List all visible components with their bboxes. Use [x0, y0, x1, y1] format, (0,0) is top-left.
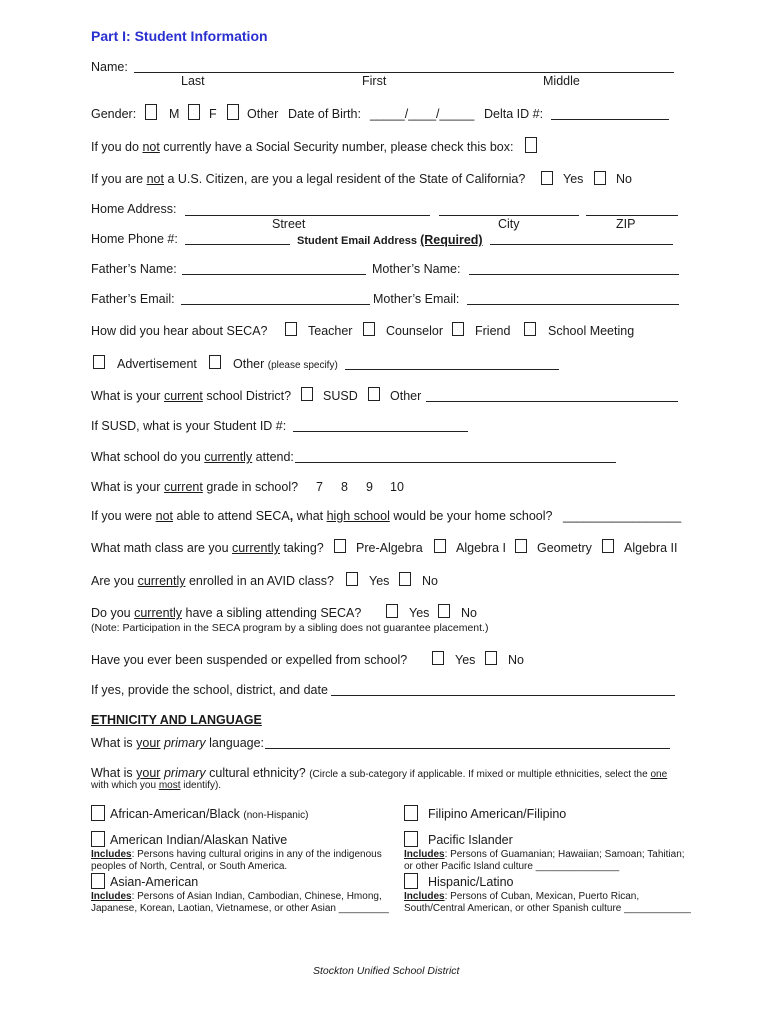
- hear-school-meeting-checkbox[interactable]: [524, 322, 536, 336]
- street-input[interactable]: [185, 215, 430, 216]
- city-input[interactable]: [439, 215, 579, 216]
- grade-7-option[interactable]: 7: [316, 480, 323, 494]
- math-prealgebra-checkbox[interactable]: [334, 539, 346, 553]
- sibling-no-checkbox[interactable]: [438, 604, 450, 618]
- dob-label: Date of Birth:: [288, 107, 361, 121]
- suspended-yes-checkbox[interactable]: [432, 651, 444, 665]
- hear-other-checkbox[interactable]: [209, 355, 221, 369]
- culture-question: What is your primary cultural ethnicity? (Circle a sub-category if applicable. If mixed or multiple ethnicities, select the one: [91, 766, 668, 780]
- district-question: What is your current school District?: [91, 389, 292, 403]
- eth-asian-includes: Includes: Persons of Asian Indian, Cambodian, Chinese, Hmong,: [91, 891, 382, 902]
- suspended-yes-label: Yes: [455, 653, 476, 667]
- eth-filipino-label: Filipino American/Filipino: [428, 807, 567, 821]
- hear-friend-checkbox[interactable]: [452, 322, 464, 336]
- eth-asian-checkbox[interactable]: [91, 873, 105, 889]
- eth-filipino-checkbox[interactable]: [404, 805, 418, 821]
- hear-other-input[interactable]: [345, 369, 559, 370]
- culture-note: with which you most identify).: [91, 780, 222, 791]
- home-school-input[interactable]: _________________: [563, 509, 682, 523]
- hear-advertisement-label: Advertisement: [117, 357, 197, 371]
- district-susd-label: SUSD: [323, 389, 358, 403]
- father-name-input[interactable]: [182, 274, 366, 275]
- eth-hispanic-includes: Includes: Persons of Cuban, Mexican, Puerto Rican,: [404, 891, 640, 902]
- math-algebra2-checkbox[interactable]: [602, 539, 614, 553]
- student-email-label: Student Email Address (Required): [297, 233, 483, 247]
- street-caption: Street: [272, 217, 306, 231]
- name-label: Name:: [91, 60, 128, 74]
- mother-email-label: Mother’s Email:: [373, 292, 460, 306]
- grade-question: What is your current grade in school?: [91, 480, 299, 494]
- grade-10-option[interactable]: 10: [390, 480, 404, 494]
- eth-pacific-checkbox[interactable]: [404, 831, 418, 847]
- father-email-input[interactable]: [181, 304, 370, 305]
- district-other-label: Other: [390, 389, 422, 403]
- math-algebra1-checkbox[interactable]: [434, 539, 446, 553]
- eth-pacific-includes-2: or other Pacific Island culture _______________: [404, 861, 620, 872]
- resident-no-label: No: [616, 172, 632, 186]
- dob-field[interactable]: _____/____/_____: [370, 107, 475, 121]
- suspended-no-checkbox[interactable]: [485, 651, 497, 665]
- student-id-input[interactable]: [293, 431, 468, 432]
- math-geometry-label: Geometry: [537, 541, 592, 555]
- school-question: What school do you currently attend:: [91, 450, 294, 464]
- delta-id-input[interactable]: [551, 119, 669, 120]
- hear-teacher-checkbox[interactable]: [285, 322, 297, 336]
- avid-no-checkbox[interactable]: [399, 572, 411, 586]
- eth-american-indian-checkbox[interactable]: [91, 831, 105, 847]
- ssn-question: If you do not currently have a Social Security number, please check this box:: [91, 140, 514, 154]
- hear-advertisement-checkbox[interactable]: [93, 355, 105, 369]
- resident-no-checkbox[interactable]: [594, 171, 606, 185]
- avid-no-label: No: [422, 574, 438, 588]
- eth-hispanic-includes-2: South/Central American, or other Spanish culture ____________: [404, 903, 691, 914]
- father-name-label: Father’s Name:: [91, 262, 177, 276]
- language-question: What is your primary language:: [91, 736, 265, 750]
- eth-american-indian-includes: Includes: Persons having cultural origins in any of the indigenous: [91, 849, 382, 860]
- resident-yes-checkbox[interactable]: [541, 171, 553, 185]
- sibling-note: (Note: Participation in the SECA program by a sibling does not guarantee placement.): [91, 622, 489, 634]
- ethnicity-heading: ETHNICITY AND LANGUAGE: [91, 713, 262, 727]
- name-input[interactable]: [134, 72, 674, 73]
- mother-name-input[interactable]: [469, 274, 679, 275]
- gender-other-checkbox[interactable]: [227, 104, 239, 120]
- hear-counselor-checkbox[interactable]: [363, 322, 375, 336]
- sibling-yes-checkbox[interactable]: [386, 604, 398, 618]
- eth-american-indian-includes-2: peoples of North, Central, or South America.: [91, 861, 288, 872]
- avid-question: Are you currently enrolled in an AVID class?: [91, 574, 334, 588]
- hear-teacher-label: Teacher: [308, 324, 353, 338]
- eth-african-checkbox[interactable]: [91, 805, 105, 821]
- district-susd-checkbox[interactable]: [301, 387, 313, 401]
- eth-hispanic-label: Hispanic/Latino: [428, 875, 514, 889]
- district-other-input[interactable]: [426, 401, 678, 402]
- delta-id-label: Delta ID #:: [484, 107, 544, 121]
- hear-school-meeting-label: School Meeting: [548, 324, 635, 338]
- sibling-question: Do you currently have a sibling attending SECA?: [91, 606, 362, 620]
- language-input[interactable]: [265, 748, 670, 749]
- district-other-checkbox[interactable]: [368, 387, 380, 401]
- address-label: Home Address:: [91, 202, 177, 216]
- resident-yes-label: Yes: [563, 172, 584, 186]
- gender-label: Gender:: [91, 107, 137, 121]
- avid-yes-label: Yes: [369, 574, 390, 588]
- zip-caption: ZIP: [616, 217, 636, 231]
- gender-m-label: M: [169, 107, 180, 121]
- suspended-no-label: No: [508, 653, 524, 667]
- eth-asian-includes-2: Japanese, Korean, Laotian, Vietnamese, or other Asian _________: [91, 903, 389, 914]
- suspended-question: Have you ever been suspended or expelled from school?: [91, 653, 408, 667]
- if-yes-input[interactable]: [331, 695, 675, 696]
- gender-m-checkbox[interactable]: [145, 104, 157, 120]
- home-phone-label: Home Phone #:: [91, 232, 178, 246]
- name-first-caption: First: [362, 74, 387, 88]
- mother-name-label: Mother’s Name:: [372, 262, 461, 276]
- no-ssn-checkbox[interactable]: [525, 137, 537, 153]
- math-algebra1-label: Algebra I: [456, 541, 507, 555]
- eth-pacific-includes: Includes: Persons of Guamanian; Hawaiian; Samoan; Tahitian;: [404, 849, 685, 860]
- hear-counselor-label: Counselor: [386, 324, 443, 338]
- school-input[interactable]: [295, 462, 616, 463]
- gender-f-checkbox[interactable]: [188, 104, 200, 120]
- eth-asian-label: Asian-American: [110, 875, 199, 889]
- father-email-label: Father’s Email:: [91, 292, 175, 306]
- zip-input[interactable]: [586, 215, 678, 216]
- footer-district: Stockton Unified School District: [313, 965, 460, 977]
- eth-hispanic-checkbox[interactable]: [404, 873, 418, 889]
- avid-yes-checkbox[interactable]: [346, 572, 358, 586]
- home-school-question: If you were not able to attend SECA, what high school would be your home school?: [91, 509, 553, 523]
- home-phone-input[interactable]: [185, 244, 290, 245]
- sibling-no-label: No: [461, 606, 477, 620]
- sibling-yes-label: Yes: [409, 606, 430, 620]
- student-id-label: If SUSD, what is your Student ID #:: [91, 419, 287, 433]
- math-prealgebra-label: Pre-Algebra: [356, 541, 423, 555]
- name-last-caption: Last: [181, 74, 205, 88]
- if-yes-label: If yes, provide the school, district, and date: [91, 683, 328, 697]
- hear-friend-label: Friend: [475, 324, 511, 338]
- eth-pacific-label: Pacific Islander: [428, 833, 513, 847]
- mother-email-input[interactable]: [467, 304, 679, 305]
- student-email-input[interactable]: [490, 244, 673, 245]
- eth-african-label: African-American/Black (non-Hispanic): [110, 807, 309, 821]
- gender-f-label: F: [209, 107, 217, 121]
- grade-9-option[interactable]: 9: [366, 480, 373, 494]
- grade-8-option[interactable]: 8: [341, 480, 348, 494]
- page-title: Part I: Student Information: [91, 28, 268, 44]
- hear-question: How did you hear about SECA?: [91, 324, 268, 338]
- math-question: What math class are you currently taking?: [91, 541, 324, 555]
- math-geometry-checkbox[interactable]: [515, 539, 527, 553]
- hear-other-label: Other (please specify): [233, 357, 338, 371]
- name-middle-caption: Middle: [543, 74, 580, 88]
- city-caption: City: [498, 217, 520, 231]
- math-algebra2-label: Algebra II: [624, 541, 678, 555]
- citizen-question: If you are not a U.S. Citizen, are you a legal resident of the State of California?: [91, 172, 526, 186]
- eth-american-indian-label: American Indian/Alaskan Native: [110, 833, 288, 847]
- gender-other-label: Other: [247, 107, 279, 121]
